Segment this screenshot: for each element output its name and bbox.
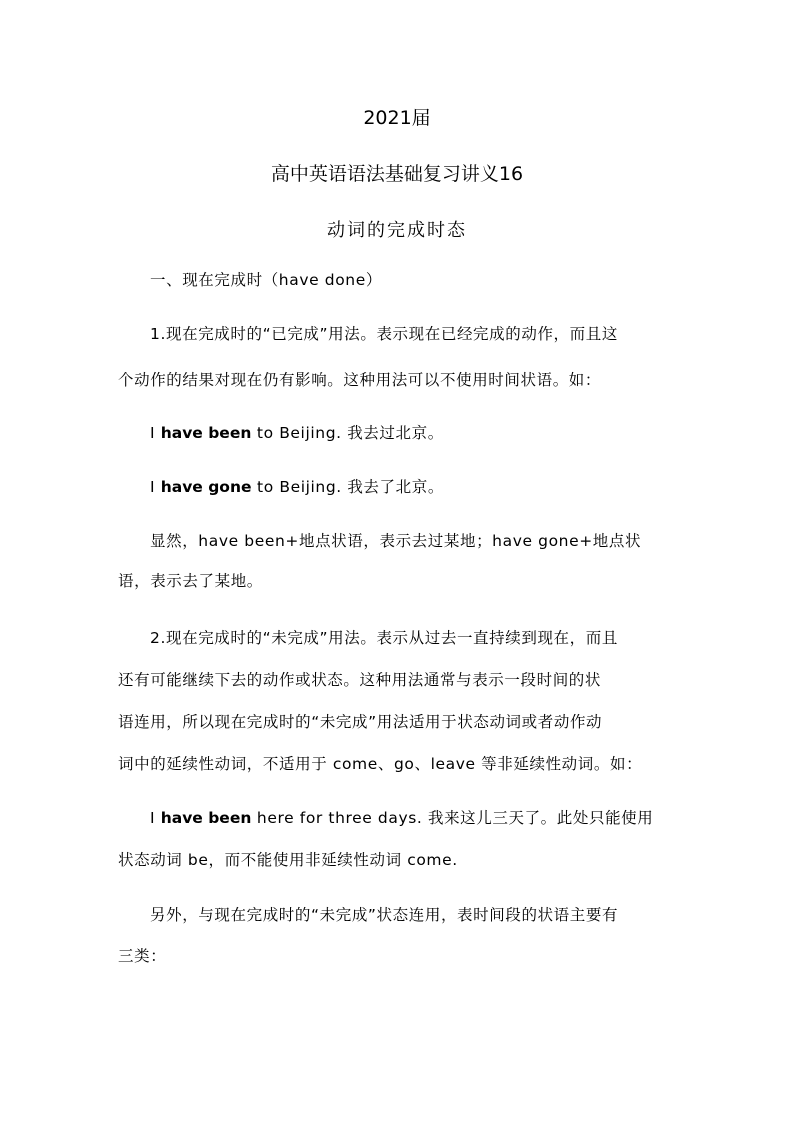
note-line1: 显然，have been+地点状语，表示去过某地；have gone+地点状: [150, 532, 642, 550]
example-verb-phrase: have been: [160, 424, 252, 442]
example-sentence-3: [150, 807, 678, 829]
point1-line2: 个动作的结果对现在仍有影响。这种用法可以不使用时间状语。如：: [118, 371, 602, 389]
example-prefix: I: [150, 424, 161, 442]
point2-line1: 2.现在完成时的“未完成”用法。表示从过去一直持续到现在，而且: [150, 629, 618, 647]
section-heading: 一、现在完成时（have done）: [150, 271, 382, 289]
point2-line4: 词中的延续性动词，不适用于 come、go、leave 等非延续性动词。如：: [118, 755, 643, 773]
point2-line3: 语连用，所以现在完成时的“未完成”用法适用于状态动词或者动作动: [118, 713, 603, 731]
example-sentence-2: [150, 476, 678, 498]
topic-title: 动词的完成时态: [327, 220, 467, 241]
point2-line2: 还有可能继续下去的动作或状态。这种用法通常与表示一段时间的状: [118, 671, 602, 689]
example-rest: to Beijing. 我去过北京。: [251, 424, 444, 442]
point1-line1: 1.现在完成时的“已完成”用法。表示现在已经完成的动作，而且这: [150, 325, 618, 343]
example-prefix: I: [150, 809, 161, 827]
example-rest: here for three days. 我来这儿三天了。此处只能使用: [251, 809, 654, 827]
example-continuation: 状态动词 be，而不能使用非延续性动词 come.: [118, 851, 458, 869]
extra-line1: 另外，与现在完成时的“未完成”状态连用，表时间段的状语主要有: [150, 906, 619, 924]
example-sentence-1: [150, 422, 678, 444]
note-line2: 语，表示去了某地。: [118, 572, 263, 590]
example-rest: to Beijing. 我去了北京。: [251, 478, 444, 496]
year-title: 2021届: [363, 107, 431, 129]
series-title: 高中英语语法基础复习讲义16: [270, 163, 524, 185]
example-prefix: I: [150, 478, 161, 496]
example-verb-phrase: have been: [160, 809, 252, 827]
example-verb-phrase: have gone: [160, 478, 252, 496]
extra-line2: 三类：: [118, 947, 167, 965]
